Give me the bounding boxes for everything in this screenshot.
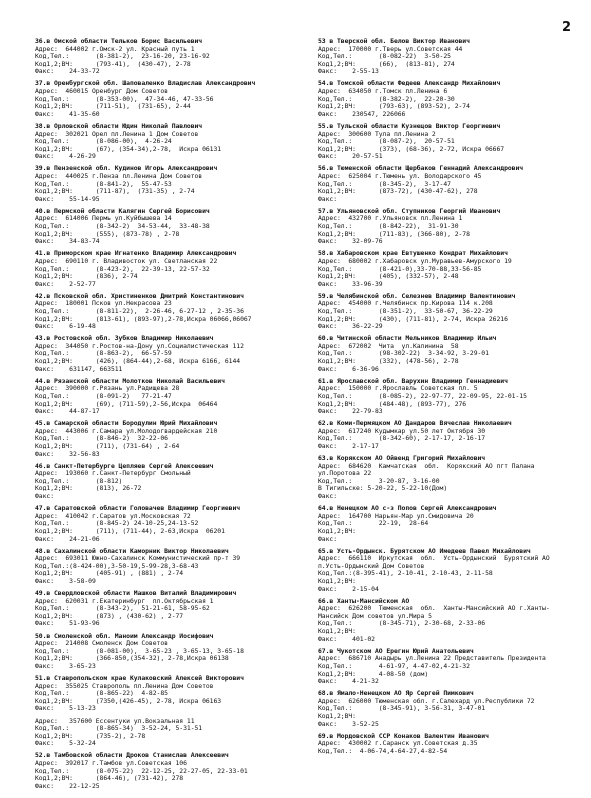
page-number: 2 [561,20,571,35]
entry-line: Факс: 3-65-23 [35,662,96,670]
entry-title: 38.в Орловской области Юдин Николай Павлович [35,122,203,130]
entry-line: Адрес: 344050 г.Ростов-на-Дону ул.Социалистическая 112 [35,342,244,350]
directory-entry [318,598,570,644]
entry-line: Факс: [318,535,337,543]
entry-title: 47.в Саратовской области Головачев Владимир Георгиевич [35,505,241,513]
directory-entry [318,250,570,288]
entry-line: Код1,2;ВЧ: (711-51), (731-65), 2-44 [35,103,191,111]
entry-line: Адрес: 634050 г.Томск пл.Ленина 6 [318,88,448,96]
entry-line: Факс: 55-14-95 [35,195,100,203]
directory-entry [318,733,570,756]
entry-line: Код1,2;ВЧ: (430), (711-81), 2-74, Искра 26216 [318,315,508,323]
entry-line: Адрес: 626000 Тюменская обл. г.Салехард ул.Республики 72 [318,697,535,705]
entry-line: Код,Тел.: (8-421-0),33-70-88,33-56-85 [318,265,482,273]
entry-line: Адрес: 180001 Псков ул.Некрасова 23 [35,300,172,308]
entry-line: Адрес: 690110 г. Владивосток ул. Светланская 22 [35,257,218,265]
entry-line: Код1,2;ВЧ: (555), (873-78) , 2-78 [35,230,180,238]
entry-line: Код,Тел.: (8-811-22), 2-26-46, 6-27-12 , 2-35-36 [35,308,244,315]
entry-title: 61.в Ярославской обл. Варухин Владимир Геннадиевич [318,377,508,385]
entry-title: 37.в Оренбургской обл. Шаповаленко Владислав Александрович [35,80,256,88]
entry-line: Адрес: 214008 Смоленск Дом Советов [35,640,168,648]
entry-line: Факс: 6-19-48 [35,323,96,331]
entry-line: Код,Тел.: (8-423-2), 22-39-13, 22-57-32 [35,265,210,273]
entry-line: Факс: 2-15-04 [318,585,379,593]
directory-entry [318,648,570,686]
directory-entry [35,123,297,161]
directory-entry [35,752,297,790]
entry-title: 49.в Свердловской области Машков Виталий Владимирович [35,590,237,598]
entry-line: Код1,2;ВЧ: (426), (864-44),2-68, Искра 6166, 6144 [35,358,241,366]
entry-line: Код,Тел.: (8-087-2), 20-57-51 [318,138,455,146]
entry-line: Факс: 44-87-17 [35,408,100,416]
entry-line: Код1,2;ВЧ: (332), (478-56), 2-78 [318,358,459,366]
entry-title: 36.в Омской области Тельков Борис Васильевич [35,38,203,45]
entry-line: Код1,2;ВЧ: (813-61), (893-97),2-78,Искра 06066,06067 [35,315,252,323]
entry-line: Адрес: 684620 Камчатская обл. Корякский АО пгт Палана [318,462,535,470]
entry-title: 41.в Приморском крае Игнатенко Владимир Александрович [35,250,237,258]
entry-line: Код,Тел.: (8-345-71), 2-30-68, 2-33-06 [318,620,486,628]
directory-entry [35,165,297,203]
entry-line: Факс: 4-26-29 [35,153,96,161]
directory-entry [318,455,570,501]
entry-line: Адрес: 440025 г.Пенза пл.Ленина Дом Советов [35,173,203,180]
entry-title: 68.в Ямало-Ненецком АО Яр Сергей Пимкович [318,690,474,698]
entry-line: В Тигильске: 5-20-22, 5-22-10(Дом) [318,485,448,493]
entry-line: Факс: 51-93-96 [35,620,100,628]
entry-line: Факс: 4-21-32 [318,678,379,686]
entry-title: 66.в Ханты-Мансийском АО [318,597,410,605]
entry-line: Код1,2;ВЧ: (373), (68-36), 2-72, Искра 06667 [318,145,505,153]
entry-line: Адрес: 355025 Ставрополь пл.Ленина Дом Советов [35,682,214,690]
directory-entry [318,123,570,161]
entry-line: Адрес: 614006 Пермь ул.Куйбышева 14 [35,215,172,223]
entry-line: Код,Тел.: (8-342-2) 34-53-44, 33-48-38 [35,223,210,231]
entry-line: Код,Тел.: (8-085-2), 22-97-77, 22-09-95, 22-01-15 [318,392,527,400]
entry-line: Адрес: 300600 Тула пл.Ленина 2 [318,130,436,138]
entry-line: ул.Поротова 22 [318,470,372,478]
entry-line: Факс: 6-36-96 [318,365,379,373]
entry-line: Код1,2;ВЧ: [318,578,356,585]
entry-line: Код1,2;ВЧ: (813), 26-72 [35,485,142,493]
entry-line: Адрес: 625004 г.Тюмень ул. Володарского 45 [318,173,482,180]
entry-line: Адрес: 193060 г.Санкт-Петербург Смольный [35,470,191,478]
entry-line: Адрес: 617240 Кудымкар ул.50 лет Октября 30 [318,427,486,435]
entry-line: Адрес: 170000 г.Тверь ул.Советская 44 [318,45,463,53]
entry-line: Адрес: 644002 г.Омск-2 ул. Красный путь 1 [35,45,195,53]
entry-line: Код,Тел.: (8-345-2), 3-17-47 [318,180,451,188]
entry-line: Код1,2;ВЧ: (711), (711-44), 2-63,Искра 06201 [35,527,225,535]
entry-line: Адрес: 390000 г.Рязань ул.Радищева 28 [35,385,180,393]
directory-entry [35,335,297,373]
entry-line: Код,Тел.: (8-842-22), 31-91-30 [318,223,459,231]
entry-line: Код1,2;ВЧ: [318,713,356,720]
entry-line: Код,Тел.: 22-19, 28-64 [318,520,429,528]
entry-line: Адрес: 150000 г.Ярославль Советская пл. 5 [318,385,478,393]
entry-title: 63.в Корякском АО Ойвенд Григорий Михайлович [318,455,486,463]
directory-entry [318,420,570,450]
entry-line: Факс: 24-33-72 [35,68,100,76]
entry-line: Код1,2;ВЧ: (836), 2-74 [35,273,138,281]
entry-title: 64.в Ненецком АО с-з Попов Сергей Александрович [318,505,497,513]
directory-entry [318,690,570,728]
entry-line: Факс: 631147, 663511 [35,365,123,373]
directory-entry [35,463,297,501]
entry-line: Код,Тел.: 4-06-74,4-64-27,4-82-54 [318,747,448,755]
entry-title: 55.в Тульской области Кузнецов Виктор Георгиевич [318,122,501,130]
directory-entry [35,378,297,416]
directory-entry [35,675,297,713]
entry-line: Адрес: 392017 г.Тамбов ул.Советская 106 [35,759,187,767]
entry-line: Факс: 32-56-83 [35,450,100,458]
entry-line: Код1,2;ВЧ: (7350,(426-45), 2-78, Искра 06163 [35,697,222,705]
entry-line: Факс: 36-22-29 [318,323,383,331]
directory-entry [35,80,297,118]
entry-line: Код1,2;ВЧ: (66), (813-81), 274 [318,60,455,68]
entry-line: Адрес: 680002 г.Хабаровск ул.Муравьев-Амурского 19 [318,257,512,265]
directory-entry [35,505,297,543]
entry-line: Код,Тел.: (8-091-2) 77-21-47 [35,392,172,400]
entry-line: Факс: 34-83-74 [35,238,100,246]
entry-title: Адрес: 357600 Ессентуки ул.Вокзальная 11 [35,717,195,725]
entry-line: Код,Тел.: (8-382-2), 22-20-30 [318,95,455,103]
directory-entry [35,250,297,288]
entry-line: Адрес: 620031 г.Екатеринбург пл.Октябрьская 1 [35,597,214,605]
entry-line: Код1,2;ВЧ: (405), (332-57), 2-48 [318,273,459,281]
entry-title: 46.в Санкт-Петербурге Цепляев Сергей Алексеевич [35,462,214,470]
entry-line: Код,Тел.: (8-845-2) 24-10-25,24-13-52 [35,520,199,528]
entry-line: Факс: 24-21-06 [35,535,100,543]
entry-line: Адрес: 443006 г.Самара ул.Молодогвардейская 210 [35,427,218,435]
entry-line: Код1,2;ВЧ: (69), (711-59),2-56,Искра 06464 [35,400,218,408]
entry-line: Факс: 3-52-25 [318,720,379,728]
entry-line: Код1,2;ВЧ: (735-2), 2-78 [35,732,146,740]
directory-entry [35,420,297,458]
entry-line: Факс: 401-02 [318,635,375,643]
entry-title: 62.в Коми-Пермяцком АО Дандаров Вячеслав Николаевич [318,420,512,428]
entry-title: 44.в Рязанской области Молотков Николай Васильевич [35,377,225,385]
directory-entry [318,38,570,76]
entry-title: 69.в Мордовской ССР Конаков Валентин Иванович [318,732,489,740]
directory-entry [35,548,297,586]
entry-line: Код,Тел.: (8-345-91), 3-56-31, 3-47-01 [318,705,486,713]
entry-title: 50.в Смоленской обл. Маноим Александр Иосифович [35,632,214,640]
entry-line: Код,Тел.: (8-865-22) 4-82-85 [35,690,168,698]
directory-entry [318,80,570,118]
entry-line: Код,Тел.: (8-865-34) 3-52-24, 5-31-51 [35,725,203,733]
entry-line: Код1,2;ВЧ: (405-91) , (881) , 2-74 [35,570,184,578]
entry-line: п.Усть-Ордынский Дом Советов [318,562,425,570]
directory-entry [35,38,297,76]
entry-line: Адрес: 686710 Анадырь ул.Ленина 22 Представитель Президента [318,655,546,663]
entry-line: Код1,2;ВЧ: (711-83), (366-80), 2-78 [318,230,470,238]
entry-line: Код1,2;ВЧ: (793-41), (430-47), 2-78 [35,60,191,68]
entry-title: 57.в Ульяновской обл. Ступников Георгий Иванович [318,207,501,215]
entry-line: Код,Тел.: (8-841-2), 55-47-53 [35,180,172,188]
entry-line: Факс: 33-96-39 [318,280,383,288]
entry-title: 65.в Усть-Ордынск. Бурятском АО Имедеев Павел Михайлович [318,547,531,555]
entry-title: 56.в Тюменской области Щербаков Геннадий Александрович [318,165,524,173]
entry-line: Факс: 41-35-60 [35,110,100,118]
entry-line: Факс: [35,493,54,501]
entry-title: 48.в Сахалинской области Каморник Виктор Николаевич [35,547,229,555]
entry-line: Код,Тел.: (98-302-22) 3-34-92, 3-29-01 [318,350,489,358]
entry-line: Код,Тел.: (8-342-60), 2-17-17, 2-16-17 [318,435,486,443]
entry-line: Код,Тел.: (8-343-2), 51-21-61, 58-95-62 [35,605,210,613]
directory-entry [318,548,570,594]
entry-line: Адрес: 432700 г.Ульяновск пл.Ленина 1 [318,215,463,223]
directory-entry [318,505,570,543]
entry-line: Факс: 20-57-51 [318,153,383,161]
right-column [318,38,570,760]
entry-title: 67.в Чукотском АО Ерегин Юрий Анатольевич [318,647,474,655]
entry-line: Код1,2;ВЧ: (484-48), (893-77), 276 [318,400,467,408]
entry-line: Адрес: 666110 Иркутская обл. Усть-Ордынский Бурятский АО [318,555,550,563]
entry-title: 42.в Псковской обл. Христиненков Дмитрий Константинович [35,292,244,300]
entry-title: 58.в Хабаровском крае Евтушенко Кондрат Михайлович [318,250,508,258]
entry-line: Код1,2;ВЧ: (873) , (430-62) , 2-77 [35,612,184,620]
entry-title: 53 в Тверской обл. Белов Виктор Иванович [318,38,470,45]
entry-line: Код,Тел.: (8-812) [35,477,123,485]
entry-title: 43.в Ростовской обл. Зубков Владимир Николаевич [35,335,214,343]
entry-title: 54.в Томской области Федеев Александр Михайлович [318,80,501,88]
entry-line: Факс: 22-12-25 [35,782,100,790]
directory-entry [35,633,297,671]
entry-line: Код,Тел.: (8-381-2), 23-16-20, 23-16-92 [35,53,210,61]
entry-line: Код,Тел.:(8-424-00),3-50-19,5-99-28,3-68-43 [35,562,199,570]
entry-line: Факс: 2-17-17 [318,443,379,450]
entry-line: Код,Тел.: (8-351-2), 33-50-67, 36-22-29 [318,308,493,315]
directory-entry [35,590,297,628]
entry-line: Адрес: 454000 г.Челябинск пр.Кирова 114 к.208 [318,300,493,308]
entry-line: Код1,2;ВЧ: (793-63), (893-52), 2-74 [318,103,470,111]
entry-line: Код1,2;ВЧ: [318,527,356,535]
entry-line: Код1,2;ВЧ: 4-08-50 (дом) [318,670,429,678]
entry-line: Адрес: 693011 Южно-Сахалинск Коммунистический пр-т 39 [35,555,241,563]
entry-line: Мансийск Дом советов ул.Мира 5 [318,612,432,620]
directory-entry [318,293,570,331]
entry-line: Код,Тел.:(8-395-41), 2-10-41, 2-10-43, 2-11-58 [318,570,493,578]
entry-line: Адрес: 410042 г.Саратов ул.Московская 72 [35,512,191,520]
entry-line: Адрес: 626200 Тюменская обл. Ханты-Мансийский АО г.Ханты- [318,605,550,613]
entry-line: Адрес: 164700 Нарьян-Мар ул.Смидовича 20 [318,512,474,520]
entry-line: Код1,2;ВЧ: (864-46), (731-42), 278 [35,775,184,783]
entry-line: Код1,2;ВЧ: (873-72), (430-47-62), 278 [318,188,478,196]
entry-title: 51.в Ставропольском крае Кулаковский Алексей Викторович [35,675,244,683]
left-column [35,38,297,795]
entry-line: Факс: 2-55-13 [318,68,379,76]
entry-title: 60.в Читинской области Мельников Владимир Ильич [318,335,497,343]
entry-line: Код,Тел.: 4-61-97, 4-47-02,4-21-32 [318,662,470,670]
entry-line: Факс: 5-32-24 [35,740,96,748]
entry-line: Факс: 22-79-83 [318,408,383,416]
entry-title: 39.в Пензенской обл. Кудинов Игорь Александрович [35,165,218,173]
directory-entry [318,208,570,246]
entry-title: 40.в Пермской области Калягин Сергей Борисович [35,207,210,215]
entry-line: Адрес: 460015 Оренбург Дом Советов [35,88,168,96]
directory-entry [318,378,570,416]
entry-line: Факс: 32-09-76 [318,238,383,246]
entry-line: Код,Тел.: (8-081-00), 3-65-23 , 3-65-13, 3-65-18 [35,647,244,655]
entry-line: Код1,2;ВЧ: (67), (354-34),2-78, Искра 06131 [35,145,222,153]
entry-line: Адрес: 430002 г.Саранск ул.Советская д.35 [318,740,478,748]
entry-line: Код1,2;ВЧ: [318,628,356,636]
entry-line: Факс: [318,493,337,501]
entry-line: Факс: 3-58-09 [35,578,96,585]
entry-line: Код,Тел.: 3-20-87, 3-16-00 [318,477,440,485]
directory-entry [35,718,297,748]
entry-title: 45.в Самарской области Бородулин Юрий Михайлович [35,420,218,428]
entry-line: Код,Тел.: (8-082-22) 3-50-25 [318,53,451,61]
entry-line: Адрес: 302021 Орел пл.Ленина 1 Дом Советов [35,130,199,138]
entry-line: Код,Тел.: (8-086-00), 4-26-24 [35,138,172,146]
entry-line: Факс: 5-13-23 [35,705,96,713]
directory-entry [318,165,570,203]
entry-line: Код1,2;ВЧ: (366-850,(354-32), 2-78,Искра 06138 [35,655,229,663]
entry-line: Адрес: 672002 Чита ул.Калинина 58 [318,342,459,350]
entry-line: Код,Тел.: (8-075-22) 22-12-25, 22-27-05, 22-33-01 [35,767,248,775]
directory-entry [35,293,297,331]
entry-line: Код,Тел.: (8-846-2) 32-22-06 [35,435,168,443]
entry-line: Код,Тел.: (8-353-00), 47-34-46, 47-33-56 [35,95,214,103]
entry-line: Факс: 230547, 226066 [318,110,406,118]
entry-line: Код,Тел.: (8-863-2), 66-57-59 [35,350,172,358]
entry-title: 52.в Тамбовской области Дроков Станислав Алексеевич [35,752,229,760]
entry-line: Факс: 2-52-77 [35,280,96,288]
entry-title: 59.в Челябинской обл. Селезнев Владимир Валентинович [318,292,516,300]
entry-line: Код1,2;ВЧ: (711-87), (731-35) , 2-74 [35,188,195,196]
entry-line: Факс: [318,195,337,203]
entry-line: Код1,2;ВЧ: (711), (731-64) , 2-64 [35,443,180,450]
directory-entry [318,335,570,373]
directory-entry [35,208,297,246]
